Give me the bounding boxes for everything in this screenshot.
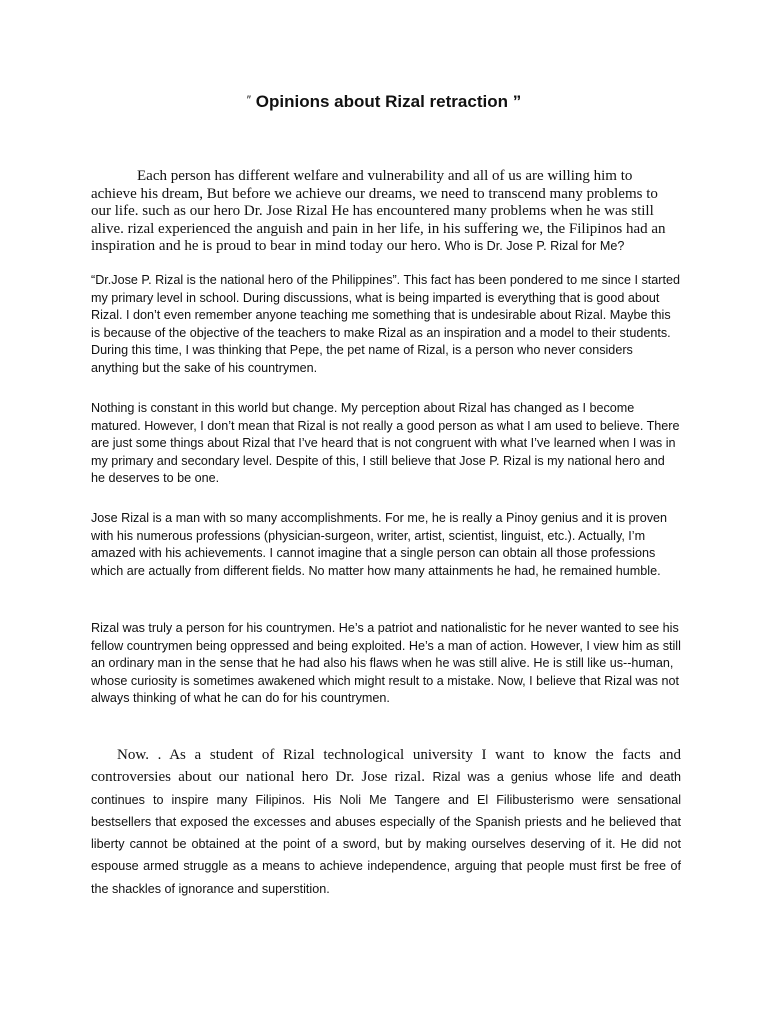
paragraph-student-intro: Now. . As a student of Rizal technological university I want to know the facts and controversies about our national hero Dr. Jose rizal. (91, 747, 681, 786)
paragraph-intro (91, 168, 681, 256)
paragraph-national-hero: “Dr.Jose P. Rizal is the national hero of the Philippines”. This fact has been pondered to me since I started my primary level in school. During discussions, what is being imparted is everything that is good about Rizal. I don’t even remember anyone teaching me something that is undesirable about Rizal. Maybe this is because of the objective of the teachers to make Rizal as an inspiration and a model to their students. During this time, I was thinking that Pepe, the pet name of Rizal, is a person who never considers anything but the sake of his countrymen. (91, 273, 680, 375)
paragraph-intro-text: Each person has different welfare and vulnerability and all of us are willing him to achieve his dream, But before we achieve our dreams, we need to transcend many problems to our life. such as our hero Dr. Jose Rizal He has encountered many problems when he was still alive. rizal experienced the anguish and pain in her life, in his suffering we, the Filipinos had an inspiration and he is proud to bear in mind today our hero. (91, 168, 666, 255)
paragraph-student (91, 744, 681, 900)
paragraph-intro-question: Who is Dr. Jose P. Rizal for Me? (444, 239, 625, 254)
title-open-quote: ″ (246, 93, 252, 107)
title-text: Opinions about Rizal retraction (255, 92, 508, 111)
paragraph-student-body: Rizal was a genius whose life and death continues to inspire many Filipinos. His Noli Me Tangere and El Filibusterismo were sensational bestsellers that exposed the excesses and abuses especially of the Spanish priests and he believed that liberty cannot be obtained at the point of a sword, but by making ourselves deserving of it. He did not espouse armed struggle as a means to achieve independence, arguing that people must first be free of the shackles of ignorance and superstition. (91, 770, 681, 896)
document-title (0, 92, 768, 112)
paragraph-accomplishments: Jose Rizal is a man with so many accomplishments. For me, he is really a Pinoy genius and it is proven with his numerous professions (physician-surgeon, writer, artist, scientist, linguist, etc.). Actually, I’m amazed with his achievements. I cannot imagine that a single person can obtain all those professions which are actually from different fields. No matter how many attainments he had, he remained humble. (91, 511, 668, 578)
paragraph-perception-change: Nothing is constant in this world but change. My perception about Rizal has changed as I become matured. However, I don’t mean that Rizal is not really a good person as what I am used to believe. There are just some things about Rizal that I’ve heard that is not congruent with what I’ve learned when I was in my primary and secondary level. Despite of this, I still believe that Jose P. Rizal is my national hero and he deserves to be one. (91, 401, 680, 486)
title-close-quote: ” (512, 92, 522, 111)
paragraph-patriot: Rizal was truly a person for his countrymen. He’s a patriot and nationalistic for he never wanted to see his fellow countrymen being oppressed and being exploited. He’s a man of action. However, I view him as still an ordinary man in the sense that he had also his flaws when he was still alive. He is still like us--human, whose curiosity is sometimes awakened which might result to a mistake. Now, I believe that Rizal was not always thinking of what he can do for his countrymen. (91, 621, 681, 706)
